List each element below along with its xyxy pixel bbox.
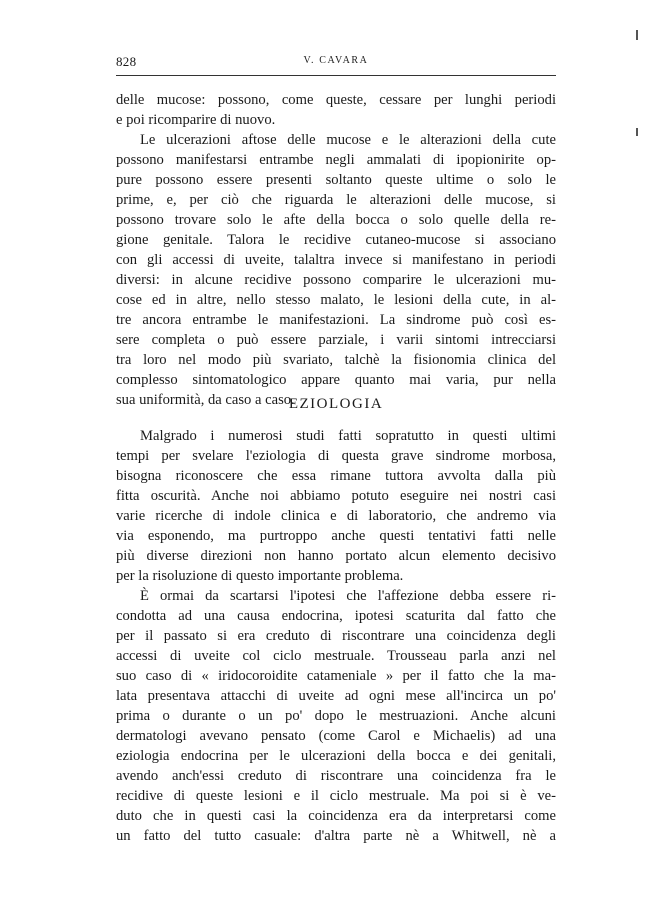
text-line: bisogna riconoscere che essa rimane tuttora avvolta dalla più xyxy=(116,468,556,484)
text-line: È ormai da scartarsi l'ipotesi che l'affezione debba essere ri- xyxy=(140,588,556,604)
section-title: EZIOLOGIA xyxy=(288,396,384,412)
text-line: varie ricerche di indole clinica e di laboratorio, che andremo via xyxy=(116,508,556,524)
text-line: complesso sintomatologico appare quanto mai varia, pur nella xyxy=(116,372,556,388)
text-line: dermatologi avevano pensato (come Carol e Michaelis) ad una xyxy=(116,728,556,744)
body-text-top xyxy=(116,90,556,410)
text-line: sere completa o può essere parziale, i varii sintomi intrecciarsi xyxy=(116,332,556,348)
text-line: possono manifestarsi entrambe negli ammalati di ipopionirite op- xyxy=(116,152,556,168)
text-line: lata presentava attacchi di uveite ad ogni mese all'incirca un po' xyxy=(116,688,556,704)
text-line: cose ed in altre, nello stesso malato, le lesioni della cute, in al- xyxy=(116,292,556,308)
text-line: e poi ricomparire di nuovo. xyxy=(116,112,276,128)
text-line: tempi per svelare l'eziologia di questa grave sindrome morbosa, xyxy=(116,448,556,464)
page-header xyxy=(116,54,556,72)
scan-margin-mark xyxy=(636,128,638,136)
text-line: prime, e, per ciò che riguarda le alterazioni delle mucose, si xyxy=(116,192,556,208)
text-line: via esponendo, ma purtroppo anche questi tentativi fatti nelle xyxy=(116,528,556,544)
text-line: tra loro nel modo più svariato, talchè la fisionomia clinica del xyxy=(116,352,556,368)
text-line: accessi di uveite col ciclo mestruale. Trousseau parla anzi nel xyxy=(116,648,556,664)
text-line: delle mucose: possono, come queste, cessare per lunghi periodi xyxy=(116,92,556,108)
text-line: diversi: in alcune recidive possono comparire le ulcerazioni mu- xyxy=(116,272,556,288)
text-line: gione genitale. Talora le recidive cutaneo-mucose si associano xyxy=(116,232,556,248)
running-head: V. CAVARA xyxy=(303,55,369,66)
text-line: prima o durante o un po' dopo le mestruazioni. Anche alcuni xyxy=(116,708,556,724)
scan-margin-mark xyxy=(636,30,638,40)
text-line: più diverse direzioni non hanno portato alcun elemento decisivo xyxy=(116,548,556,564)
text-line: fitta oscurità. Anche noi abbiamo potuto eseguire nei nostri casi xyxy=(116,488,556,504)
text-line: sua uniformità, da caso a caso. xyxy=(116,392,295,408)
text-line: possono trovare solo le afte della bocca o solo quelle della re- xyxy=(116,212,556,228)
page-number: 828 xyxy=(116,54,137,69)
text-line: avendo anch'essi creduto di riscontrare una coincidenza fra le xyxy=(116,768,556,784)
text-line: per il passato si era creduto di riscontrare una coincidenza degli xyxy=(116,628,556,644)
text-line: pure possono essere presenti soltanto queste ultime o solo le xyxy=(116,172,556,188)
text-line: duto che in questi casi la coincidenza era da interpretarsi come xyxy=(116,808,556,824)
text-line: condotta ad una causa endocrina, ipotesi scaturita dal fatto che xyxy=(116,608,556,624)
text-line: Malgrado i numerosi studi fatti sopratutto in questi ultimi xyxy=(140,428,556,444)
text-line: per la risoluzione di questo importante problema. xyxy=(116,568,404,584)
text-line: un fatto del tutto casuale: d'altra parte nè a Whitwell, nè a xyxy=(116,828,556,844)
text-line: recidive di queste lesioni e il ciclo mestruale. Ma poi si è ve- xyxy=(116,788,556,804)
text-line: Le ulcerazioni aftose delle mucose e le alterazioni della cute xyxy=(140,132,556,148)
text-line: con gli accessi di uveite, talaltra invece si manifestano in periodi xyxy=(116,252,556,268)
body-text-section xyxy=(116,426,556,846)
header-rule xyxy=(116,75,556,76)
text-line: eziologia endocrina per le ulcerazioni della bocca e dei genitali, xyxy=(116,748,556,764)
text-line: suo caso di « iridocoroidite catameniale » per il fatto che la ma- xyxy=(116,668,556,684)
text-line: tre ancora entrambe le manifestazioni. La sindrome può così es- xyxy=(116,312,556,328)
